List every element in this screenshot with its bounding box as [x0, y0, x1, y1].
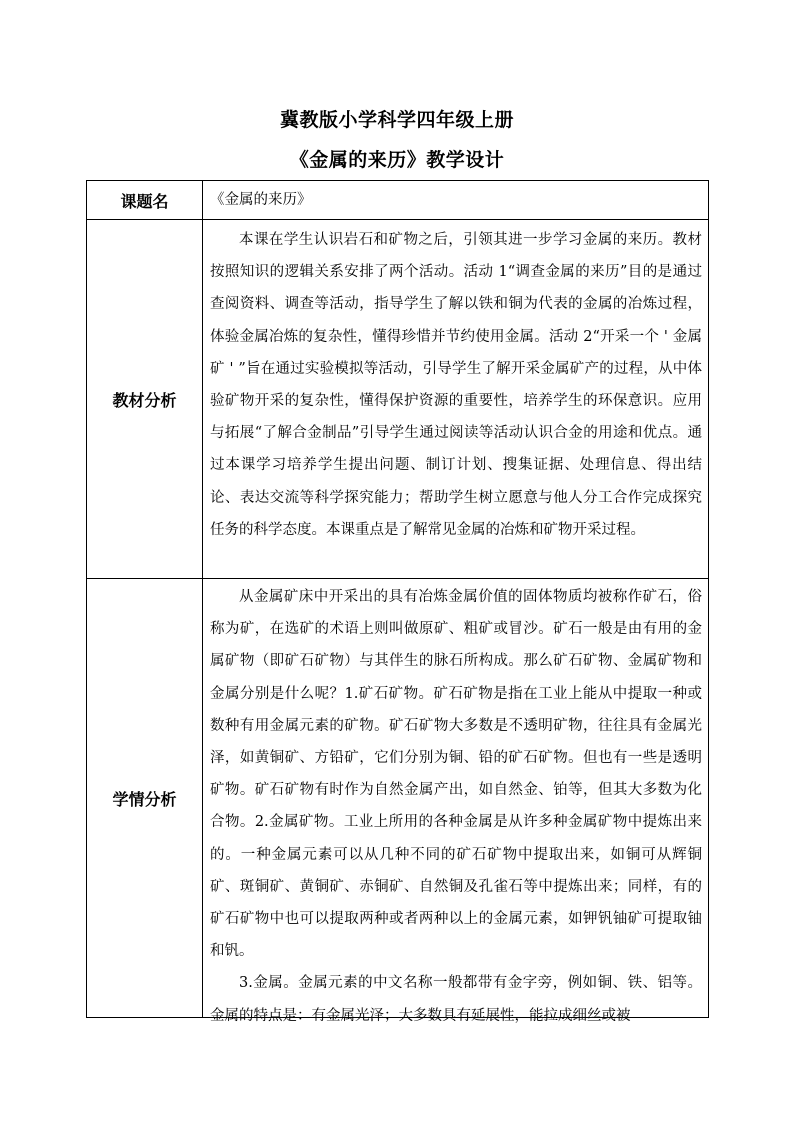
row-content — [203, 220, 709, 579]
table-row — [87, 181, 709, 220]
paragraph: 3.金属。金属元素的中文名称一般都带有金字旁，例如铜、铁、铝等。金属的特点是：有金属光泽；大多数具有延展性，能拉成细丝或被 — [210, 975, 702, 1024]
row-content — [203, 579, 709, 1024]
row-label: 教材分析 — [87, 220, 203, 579]
paragraph: 本课在学生认识岩石和矿物之后，引领其进一步学习金属的来历。教材按照知识的逻辑关系安排了两个活动。活动 1“调查金属的来历”目的是通过查阅资料、调查等活动，指导学生了解以铁和铜为代表的金属的冶炼过程，体验金属冶炼的复杂性，懂得珍惜并节约使用金属。活动 2“开采一个 ' 金属矿 ' ”旨在通过实验模拟等活动，引导学生了解开采金属矿产的过程，从中体验矿物开采的复杂性，懂得保护资源的重要性，培养学生的环保意识。应用与拓展“了解合金制品”引导学生通过阅读等活动认识合金的用途和优点。通过本课学习培养学生提出问题、制订计划、搜集证据、处理信息、得出结论、表达交流等科学探究能力；帮助学生树立愿意与他人分工合作完成探究任务的科学态度。本课重点是了解常见金属的冶炼和矿物开采过程。 — [210, 232, 702, 538]
paragraph: 从金属矿床中开采出的具有冶炼金属价值的固体物质均被称作矿石，俗称为矿，在选矿的术语上则叫做原矿、粗矿或冒沙。矿石一般是由有用的金属矿物（即矿石矿物）与其伴生的脉石所构成。那么矿石矿物、金属矿物和金属分别是什么呢？1.矿石矿物。矿石矿物是指在工业上能从中提取一种或数种有用金属元素的矿物。矿石矿物大多数是不透明矿物，往往具有金属光泽，如黄铜矿、方铅矿，它们分别为铜、铅的矿石矿物。但也有一些是透明矿物。矿石矿物有时作为自然金属产出，如自然金、铂等，但其大多数为化合物。2.金属矿物。工业上所用的各种金属是从许多种金属矿物中提炼出来的。一种金属元素可以从几种不同的矿石矿物中提取出来，如铜可从辉铜矿、斑铜矿、黄铜矿、赤铜矿、自然铜及孔雀石等中提炼出来；同样，有的矿石矿物中也可以提取两种或者两种以上的金属元素，如钾钒铀矿可提取铀和钒。 — [210, 589, 702, 960]
table-row — [87, 579, 709, 1018]
row-content — [203, 181, 709, 220]
row-label: 课题名 — [87, 181, 203, 220]
document-subtitle: 《金属的来历》教学设计 — [289, 149, 505, 171]
lesson-title-text: 《金属的来历》 — [210, 192, 312, 208]
lesson-design-table — [86, 180, 709, 1024]
row-label: 学情分析 — [87, 579, 203, 1018]
table-row — [87, 220, 709, 579]
document-title: 冀教版小学科学四年级上册 — [279, 109, 514, 131]
